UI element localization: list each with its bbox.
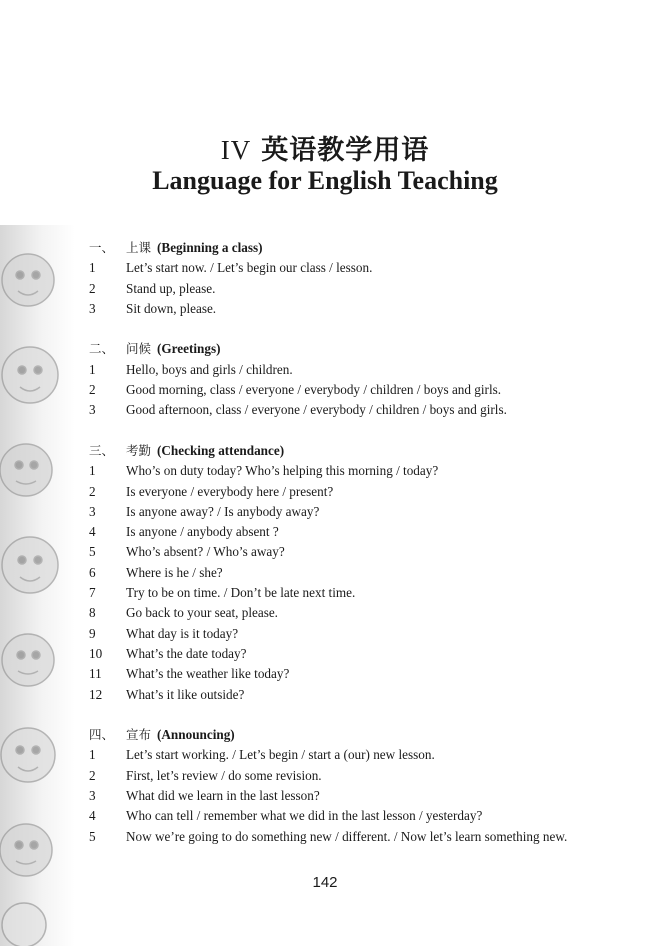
section-title-chinese: 考勤 [126,442,152,458]
list-item [89,563,629,583]
item-text: What’s the date today? [126,645,247,661]
section-number: 一、 [89,240,115,255]
item-text: Let’s start now. / Let’s begin our class / lesson. [126,260,373,276]
section-title-chinese: 上课 [126,240,152,255]
item-text: Now we’re going to do something new / different. / Now let’s learn something new. [126,828,568,844]
list-item [89,299,629,319]
list-item [89,542,629,562]
section-title-english: (Checking attendance) [157,442,285,458]
section [89,441,629,705]
list-item [89,624,629,644]
list-item [89,827,629,847]
section-heading [89,725,629,745]
item-number: 2 [89,483,96,499]
item-number: 11 [89,666,102,682]
section-number: 二、 [89,341,115,357]
item-text: Good afternoon, class / everyone / everybody / children / boys and girls. [126,402,507,418]
item-text: Who’s on duty today? Who’s helping this morning / today? [126,463,439,479]
item-text: Let’s start working. / Let’s begin / start a (our) new lesson. [126,747,435,763]
item-number: 1 [89,260,96,276]
item-text: Who’s absent? / Who’s away? [126,544,285,560]
item-text: What day is it today? [126,625,239,641]
page-title-chinese [0,128,650,167]
list-item [89,603,629,623]
item-number: 3 [89,788,96,804]
decorative-cartoon-strip [0,225,75,946]
chapter-roman-numeral: IV [220,135,252,165]
cartoon-faces-illustration [0,225,75,946]
list-item [89,502,629,522]
item-number: 6 [89,564,96,580]
section-title-chinese: 宣布 [126,727,152,743]
item-text: Go back to your seat, please. [126,605,278,621]
item-text: Try to be on time. / Don’t be late next time. [126,585,356,601]
list-item [89,522,629,542]
item-number: 2 [89,382,96,398]
item-number: 1 [89,747,96,763]
section-heading [89,441,629,461]
section-number: 四、 [89,727,115,743]
list-item [89,786,629,806]
item-number: 3 [89,300,96,316]
list-item [89,806,629,826]
page-title-english: Language for English Teaching [152,166,498,195]
page-number: 142 [312,874,338,891]
list-item [89,482,629,502]
item-number: 5 [89,828,96,844]
item-number: 4 [89,524,96,540]
item-number: 5 [89,544,96,560]
section-title-english: (Beginning a class) [157,240,263,255]
list-item [89,664,629,684]
item-number: 4 [89,808,96,824]
item-number: 7 [89,585,96,601]
section-title-english: (Greetings) [157,341,221,357]
content-sections [89,238,629,867]
section-title-english: (Announcing) [157,727,235,743]
list-item [89,583,629,603]
item-number: 9 [89,625,96,641]
item-text: Good morning, class / everyone / everybody / children / boys and girls. [126,382,502,398]
item-text: What’s it like outside? [126,686,245,702]
section-title-chinese: 问候 [126,341,152,357]
item-text: Is anyone / anybody absent ? [126,524,279,540]
section-heading [89,339,629,359]
item-text: What did we learn in the last lesson? [126,788,320,804]
list-item [89,380,629,400]
list-item [89,745,629,765]
item-number: 2 [89,280,96,296]
section-number: 三、 [89,442,115,458]
section [89,339,629,420]
item-number: 2 [89,767,96,783]
list-item [89,279,629,299]
item-text: Is anyone away? / Is anybody away? [126,503,320,519]
item-number: 12 [89,686,103,702]
chapter-title-chinese: 英语教学用语 [261,135,430,165]
item-text: Hello, boys and girls / children. [126,361,293,377]
item-number: 3 [89,402,96,418]
item-text: Is everyone / everybody here / present? [126,483,334,499]
item-text: What’s the weather like today? [126,666,290,682]
item-number: 3 [89,503,96,519]
section [89,725,629,847]
item-text: First, let’s review / do some revision. [126,767,322,783]
list-item [89,258,629,278]
item-text: Where is he / she? [126,564,223,580]
item-text: Sit down, please. [126,300,217,316]
list-item [89,360,629,380]
section [89,238,629,319]
item-text: Stand up, please. [126,280,216,296]
item-number: 10 [89,645,103,661]
list-item [89,461,629,481]
section-heading [89,238,629,258]
list-item [89,766,629,786]
item-number: 8 [89,605,96,621]
list-item [89,400,629,420]
item-number: 1 [89,361,96,377]
list-item [89,644,629,664]
item-text: Who can tell / remember what we did in the last lesson / yesterday? [126,808,483,824]
item-number: 1 [89,463,96,479]
list-item [89,685,629,705]
